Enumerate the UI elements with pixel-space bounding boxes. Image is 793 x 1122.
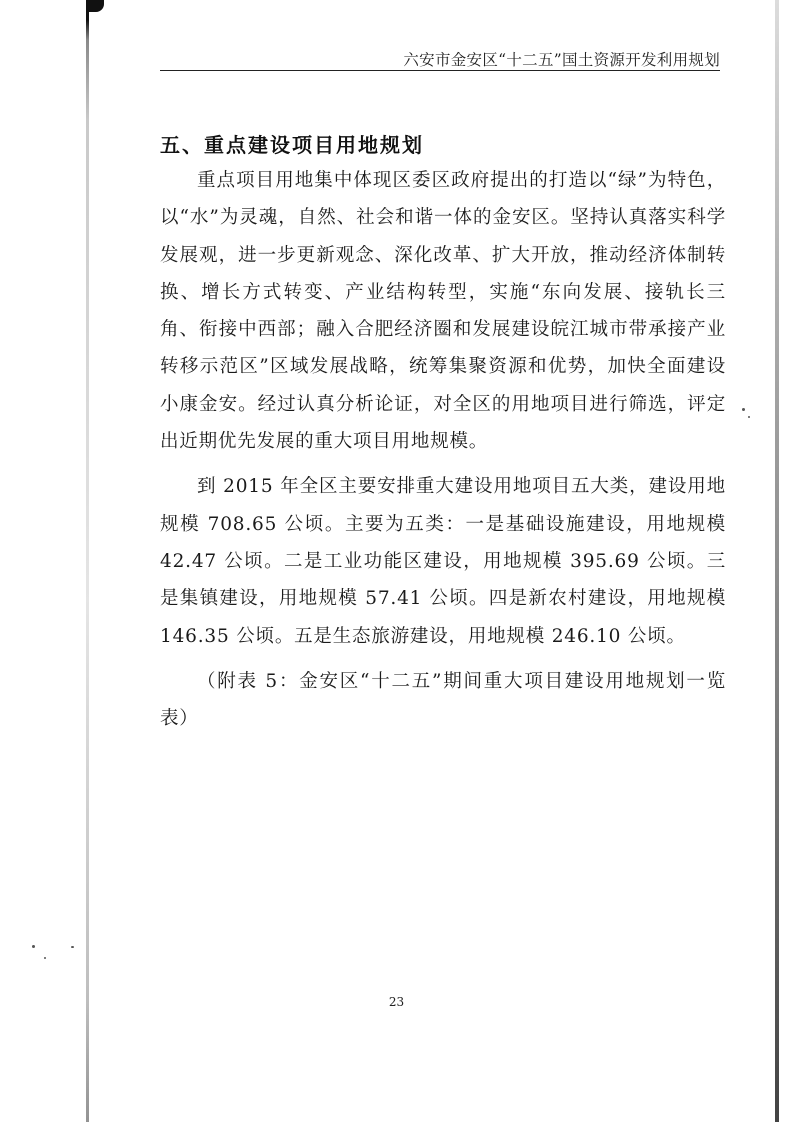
scan-left-edge — [86, 0, 89, 1122]
scan-speck — [742, 408, 745, 411]
scan-speck — [44, 957, 46, 959]
section-title: 五、重点建设项目用地规划 — [160, 133, 424, 157]
scan-left-edge-mark — [86, 0, 104, 12]
scan-speck — [32, 945, 35, 948]
running-header: 六安市金安区“十二五”国土资源开发利用规划 — [403, 51, 720, 69]
scan-speck — [71, 946, 74, 948]
body-text — [160, 162, 726, 745]
paragraph-appendix-note: （附表 5：金安区“十二五”期间重大项目建设用地规划一览表） — [160, 670, 726, 730]
page-number: 23 — [388, 995, 405, 1009]
scan-right-edge — [775, 0, 779, 1122]
scan-speck — [748, 416, 750, 418]
paragraph-intro: 重点项目用地集中体现区委区政府提出的打造以“绿”为特色，以“水”为灵魂，自然、社会和谐一体的金安区。坚持认真落实科学发展观，进一步更新观念、深化改革、扩大开放，推动经济体制转换、增长方式转变、产业结构转型，实施“东向发展、接轨长三角、衔接中西部；融入合肥经济圈和发展建设皖江城市带承接产业转移示范区”区域发展战略，统筹集聚资源和优势，加快全面建设小康金安。经过认真分析论证，对全区的用地项目进行筛选，评定出近期优先发展的重大项目用地规模。 — [160, 170, 726, 453]
header-rule — [160, 70, 720, 71]
paragraph-land-scale: 到 2015 年全区主要安排重大建设用地项目五大类，建设用地规模 708.65 公顷。主要为五类：一是基础设施建设，用地规模 42.47 公顷。二是工业功能区建设，用地规模 395.69 公顷。三是集镇建设，用地规模 57.41 公顷。四是新农村建设，用地规模 146.35 公顷。五是生态旅游建设，用地规模 246.10 公顷。 — [160, 476, 726, 647]
